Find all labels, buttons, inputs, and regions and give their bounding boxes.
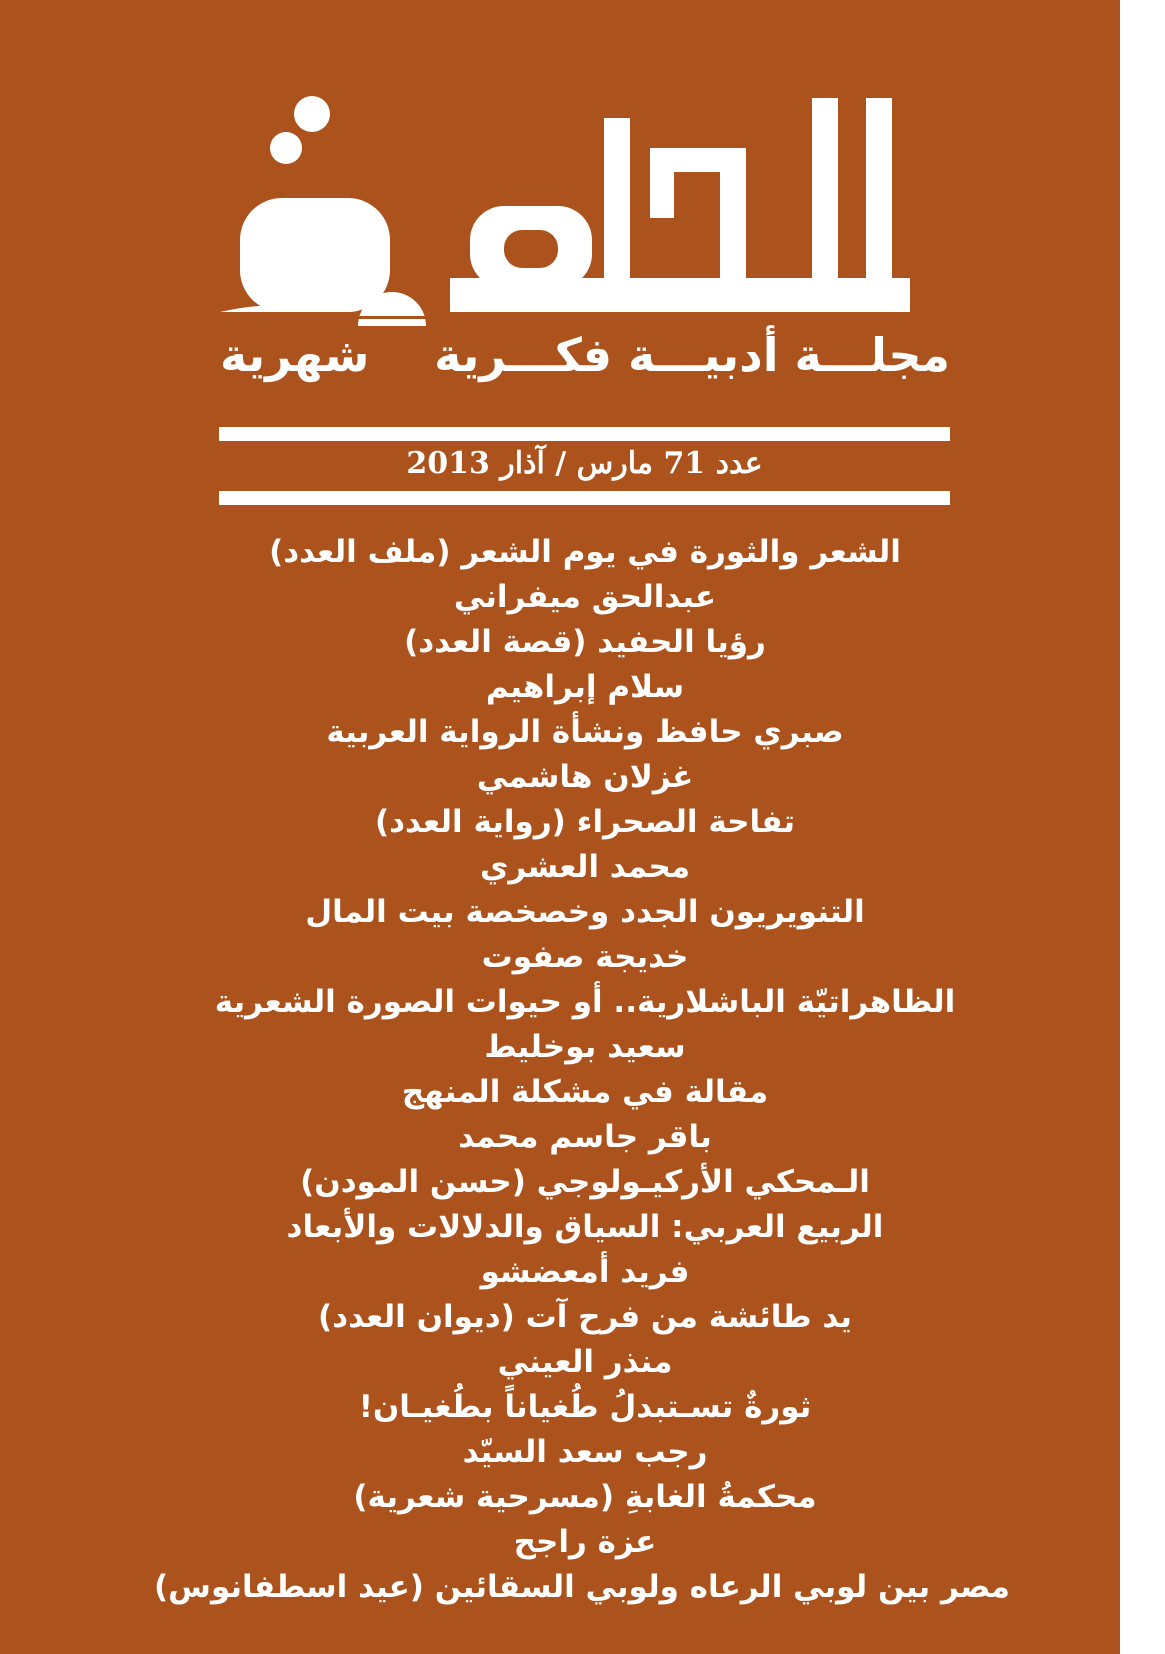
contents-line: عزة راجح bbox=[513, 1524, 657, 1560]
issue-info: عدد 71 مارس / آذار 2013 bbox=[406, 446, 763, 481]
contents-line: تفاحة الصحراء (رواية العدد) bbox=[374, 804, 796, 840]
contents-line: صبري حافظ ونشأة الرواية العربية bbox=[326, 714, 844, 750]
contents-line: الربيع العربي: السياق والدلالات والأبعاد bbox=[286, 1209, 884, 1245]
divider-top bbox=[219, 427, 950, 441]
contents-line: الـمحكي الأركيـولوجي (حسن المودن) bbox=[300, 1164, 870, 1200]
magazine-frequency: شهرية bbox=[220, 328, 370, 382]
contents-line: غزلان هاشمي bbox=[476, 759, 694, 795]
contents-line: يد طائشة من فرح آت (ديوان العدد) bbox=[318, 1299, 852, 1335]
contents-line: محمد العشري bbox=[479, 849, 691, 885]
contents-line: باقر جاسم محمد bbox=[458, 1119, 712, 1155]
masthead bbox=[220, 88, 950, 400]
divider-bottom bbox=[219, 491, 950, 505]
contents-line: الشعر والثورة في يوم الشعر (ملف العدد) bbox=[269, 534, 901, 570]
logo bbox=[220, 88, 950, 328]
contents-line: مقالة في مشكلة المنهج bbox=[401, 1074, 769, 1110]
contents-line: التنويريون الجدد وخصخصة بيت المال bbox=[305, 894, 865, 930]
contents-line: سلام إبراهيم bbox=[485, 669, 685, 705]
contents-line: رؤيا الحفيد (قصة العدد) bbox=[404, 624, 766, 660]
contents-line: ثورةٌ تسـتبدلُ طُغياناً بطُغيـان! bbox=[358, 1389, 812, 1425]
contents-line: محكمةُ الغابةِ (مسرحية شعرية) bbox=[353, 1479, 817, 1515]
contents-line: فريد أمعضشو bbox=[480, 1254, 690, 1290]
contents-line: رجب سعد السيّد bbox=[462, 1434, 708, 1470]
contents-line: عبدالحق ميفراني bbox=[453, 579, 717, 615]
table-of-contents bbox=[154, 530, 1010, 1610]
contents-line: سعيد بوخليط bbox=[484, 1029, 686, 1065]
contents-line: خديجة صفوت bbox=[481, 939, 689, 975]
contents-line: مصر بين لوبي الرعاه ولوبي السقائين (عيد اسطفانوس) bbox=[154, 1569, 1010, 1605]
magazine-subtitle: مجلـــة أدبيـــة فكـــرية bbox=[434, 328, 950, 382]
contents-line: الظاهراتيّة الباشلارية.. أو حيوات الصورة الشعرية bbox=[214, 984, 956, 1020]
contents-line: منذر العيني bbox=[497, 1344, 673, 1380]
